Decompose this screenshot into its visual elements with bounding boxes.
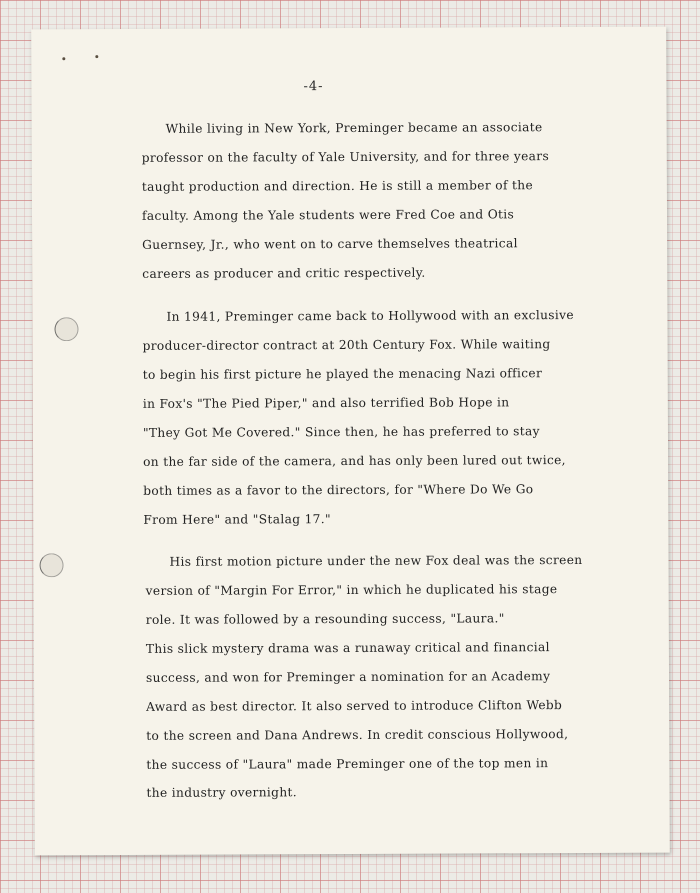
text-line: role. It was followed by a resounding success, "Laura." — [145, 611, 505, 627]
paper-speck — [95, 55, 98, 58]
text-line: This slick mystery drama was a runaway critical and financial — [145, 640, 550, 656]
text-line: success, and won for Preminger a nomination for an Academy — [146, 669, 551, 685]
text-line: While living in New York, Preminger became an associate — [165, 120, 543, 136]
text-line: From Here" and "Stalag 17." — [143, 512, 331, 527]
text-line: the success of "Laura" made Preminger one of the top men in — [146, 756, 549, 772]
text-line: to begin his first picture he played the menacing Nazi officer — [142, 366, 543, 382]
text-line: Guernsey, Jr., who went on to carve themselves theatrical — [142, 236, 518, 252]
text-line: both times as a favor to the directors, for "Where Do We Go — [143, 482, 534, 498]
text-line: the industry overnight. — [146, 785, 298, 800]
text-line: to the screen and Dana Andrews. In credit conscious Hollywood, — [146, 727, 569, 743]
text-line: His first motion picture under the new Fox deal was the screen — [169, 552, 583, 569]
punch-hole — [54, 317, 78, 341]
text-line: Award as best director. It also served to introduce Clifton Webb — [146, 698, 563, 714]
punch-hole — [39, 553, 63, 577]
paragraph-1 — [31, 27, 666, 281]
document-page — [31, 27, 670, 856]
paper-speck — [62, 57, 65, 60]
text-line: In 1941, Preminger came back to Hollywood with an exclusive — [166, 308, 574, 324]
text-line: careers as producer and critic respectively. — [142, 265, 426, 281]
text-line: faculty. Among the Yale students were Fred Coe and Otis — [141, 207, 515, 223]
text-line: on the far side of the camera, and has only been lured out twice, — [143, 453, 566, 469]
text-line: "They Got Me Covered." Since then, he has preferred to stay — [142, 424, 540, 440]
text-line: professor on the faculty of Yale University, and for three years — [141, 149, 550, 165]
page-number: -4- — [303, 79, 324, 95]
text-line: taught production and direction. He is still a member of the — [141, 178, 534, 194]
text-line: in Fox's "The Pied Piper," and also terrified Bob Hope in — [142, 395, 510, 411]
text-line: version of "Margin For Error," in which he duplicated his stage — [145, 582, 558, 598]
text-line: producer-director contract at 20th Century Fox. While waiting — [142, 337, 551, 353]
